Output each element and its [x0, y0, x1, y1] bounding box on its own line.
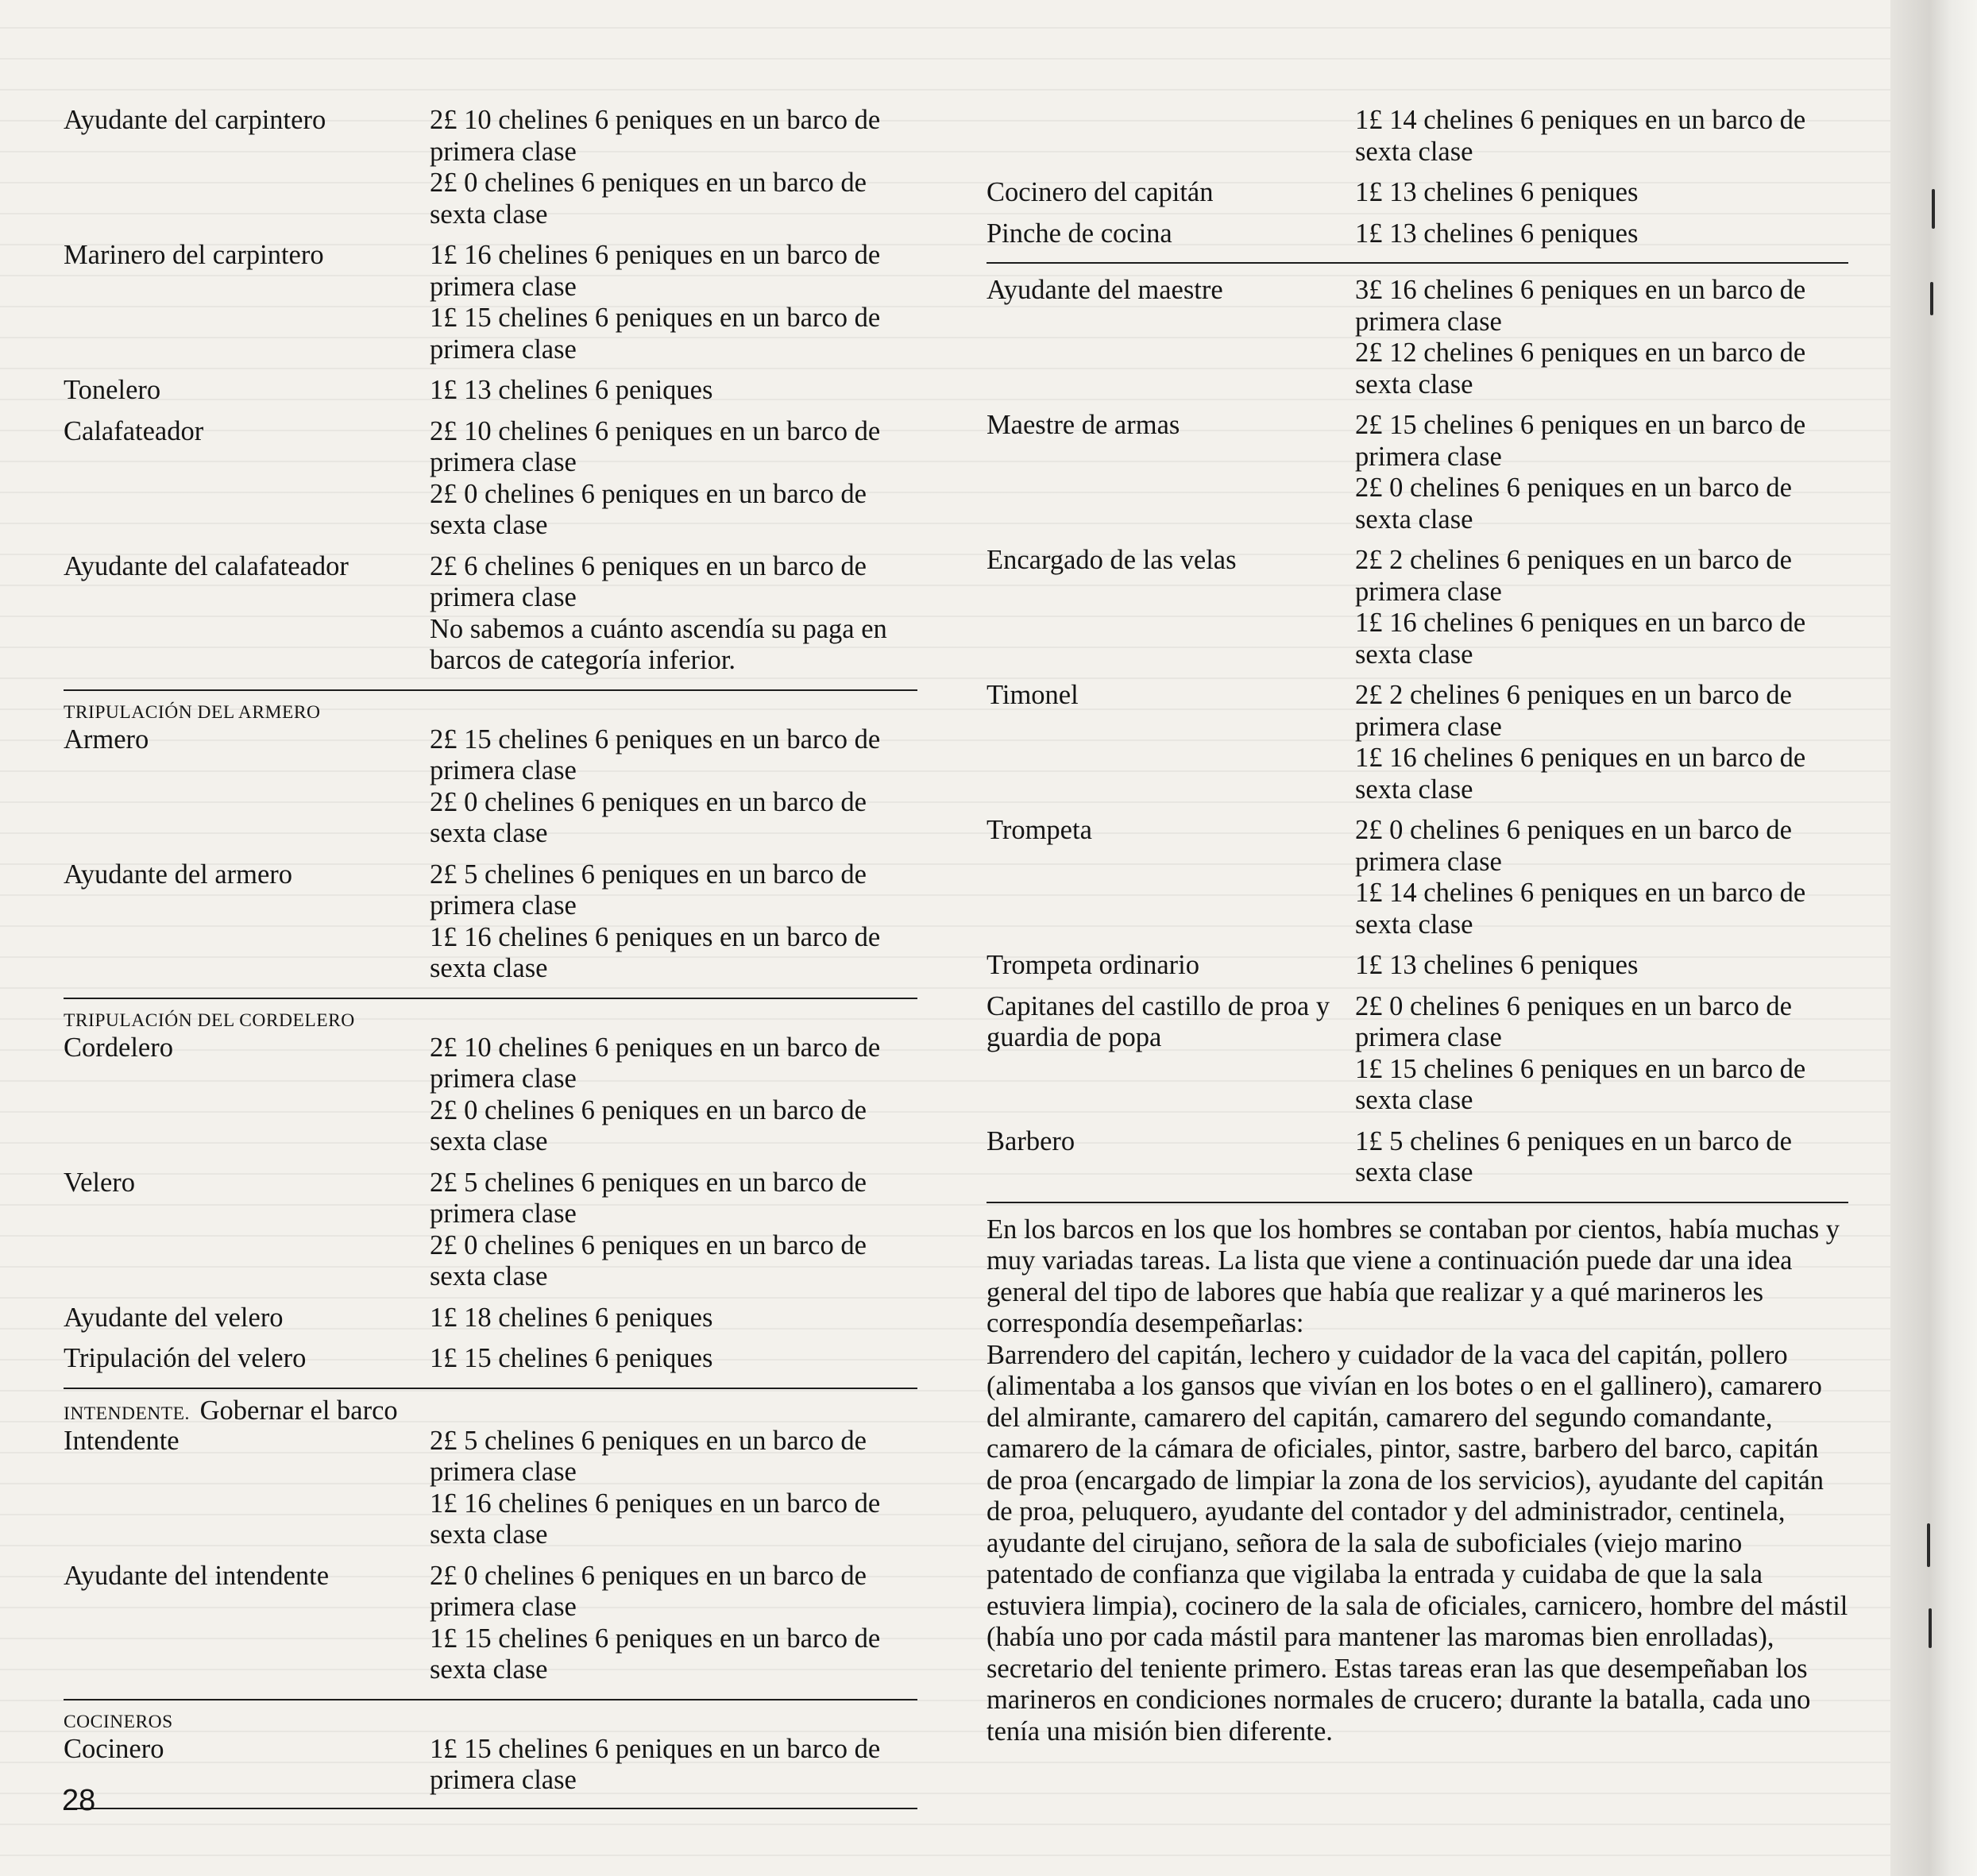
pay-entry [64, 1734, 917, 1797]
pay-list [430, 240, 917, 365]
pay-entry [64, 375, 917, 407]
pay-rate: 1£ 15 chelines 6 peniques en un barco de sexta clase [430, 1623, 881, 1685]
pay-rate: No sabemos a cuánto ascendía su paga en barcos de categoría inferior. [430, 613, 887, 675]
pay-entry [987, 177, 1848, 209]
role-name: Encargado de las velas [987, 545, 1237, 575]
entry-list [64, 724, 917, 985]
pay-entry [64, 1426, 917, 1551]
staple-mark [1929, 1608, 1932, 1648]
entry-spacer [64, 407, 917, 416]
staple-mark [1932, 189, 1935, 229]
section-heading [64, 1395, 917, 1426]
pay-rate: 1£ 16 chelines 6 peniques en un barco de sexta clase [430, 1488, 881, 1550]
pay-list [1355, 815, 1848, 940]
pay-list [1355, 177, 1848, 209]
role-name: Cocinero [64, 1733, 164, 1764]
role-name: Ayudante del calafateador [64, 550, 349, 581]
pay-rate: 2£ 15 chelines 6 peniques en un barco de primera clase [1355, 410, 1806, 472]
role-name: Cocinero del capitán [987, 177, 1214, 207]
role-name: Tonelero [64, 375, 161, 405]
entry-spacer [987, 400, 1848, 410]
pay-entry [987, 105, 1848, 168]
section-heading-subtitle: Gobernar el barco [199, 1395, 398, 1426]
pay-entry [987, 815, 1848, 940]
role-name: Ayudante del carpintero [64, 105, 326, 135]
tasks-paragraph: Barrendero del capitán, lechero y cuidador de la vaca del capitán, pollero (alimentaba a los gansos que vivían en los botes o en el gallinero), camarero del almirante, camarero del capitán, camarero del segundo comandante, camarero de la cámara de oficiales, pintor, sastre, barbero del barco, capitán de proa (encargado de limpiar la zona de los servicios), ayudante del capitán de proa, peluquero, ayudante del contador y del administrador, centinela, ayudante del cirujano, señora de la sala de suboficiales (viejo marino patentado de confianza que vigilaba la entrada y cuidaba de que la sala estuviera limpia), cocinero de la sala de oficiales, carnicero, hombre del mástil (había uno por cada mástil para mantener las maromas bien enrolladas), secretario del teniente primero. Estas tareas eran las que desempeñaban los marineros en condiciones normales de crucero; durante la batalla, cada uno tenía una misión bien diferente. [987, 1339, 1848, 1747]
entry-spacer [64, 850, 917, 859]
entry-list [64, 1734, 917, 1797]
section-heading: TRIPULACIÓN DEL ARMERO [64, 701, 321, 723]
role-name: Tripulación del velero [64, 1343, 307, 1373]
pay-entry [987, 1126, 1848, 1189]
pay-rate: 2£ 10 chelines 6 peniques en un barco de primera clase [430, 415, 881, 477]
pay-entry [64, 416, 917, 542]
staple-mark [1927, 1523, 1930, 1567]
pay-rate: 2£ 0 chelines 6 peniques en un barco de sexta clase [430, 786, 867, 848]
pay-list [1355, 410, 1848, 535]
role-name [987, 105, 1355, 168]
pay-rate: 1£ 16 chelines 6 peniques en un barco de sexta clase [1355, 608, 1806, 670]
pay-rate: 1£ 16 chelines 6 peniques en un barco de sexta clase [1355, 743, 1806, 805]
pay-list [430, 1426, 917, 1551]
pay-rate: 2£ 0 chelines 6 peniques en un barco de sexta clase [430, 168, 867, 230]
pay-rate: 1£ 13 chelines 6 peniques [1355, 218, 1639, 249]
pay-rate: 2£ 0 chelines 6 peniques en un barco de sexta clase [430, 1094, 867, 1156]
pay-rate: 2£ 6 chelines 6 peniques en un barco de primera clase [430, 550, 867, 612]
role-name: Calafateador [64, 415, 204, 446]
pay-rate: 2£ 0 chelines 6 peniques en un barco de sexta clase [1355, 473, 1792, 535]
pay-entry [64, 551, 917, 677]
entry-spacer [64, 1551, 917, 1561]
entry-spacer [987, 209, 1848, 218]
entry-spacer [987, 940, 1848, 950]
entry-spacer [64, 230, 917, 240]
entry-list [64, 1426, 917, 1686]
left-column [64, 105, 917, 1809]
pay-entry [64, 105, 917, 230]
right-column [987, 105, 1848, 1747]
pay-list [430, 859, 917, 985]
pay-list [430, 1343, 917, 1375]
pay-list [430, 416, 917, 542]
section-carpintero [64, 105, 917, 677]
pay-list [430, 1303, 917, 1334]
role-name: Timonel [987, 680, 1079, 710]
role-name: Cordelero [64, 1032, 173, 1063]
role-name: Armero [64, 724, 149, 755]
entry-spacer [64, 1293, 917, 1303]
entry-spacer [64, 1334, 917, 1343]
pay-rate: 1£ 15 chelines 6 peniques en un barco de sexta clase [1355, 1053, 1806, 1115]
pay-entry [987, 275, 1848, 400]
pay-list [1355, 1126, 1848, 1189]
pay-list [1355, 218, 1848, 250]
intro-paragraph: En los barcos en los que los hombres se contaban por cientos, había muchas y muy variadas tareas. La lista que viene a continuación puede dar una idea general del tipo de labores que había que realizar y a qué marineros les correspondía desempeñarlas: [987, 1214, 1840, 1338]
staple-mark [1930, 282, 1933, 315]
pay-rate: 2£ 0 chelines 6 peniques en un barco de primera clase [430, 1560, 867, 1622]
role-name: Maestre de armas [987, 410, 1180, 440]
pay-entry [64, 240, 917, 365]
entry-spacer [64, 542, 917, 551]
pay-rate: 3£ 16 chelines 6 peniques en un barco de primera clase [1355, 275, 1806, 337]
section-intendente [64, 1388, 917, 1686]
pay-entry [987, 410, 1848, 535]
pay-list [430, 105, 917, 230]
pay-list [430, 724, 917, 850]
role-name: Trompeta [987, 815, 1092, 845]
pay-rate: 1£ 16 chelines 6 peniques en un barco de sexta clase [430, 921, 881, 983]
role-name: Pinche de cocina [987, 218, 1172, 249]
pay-rate: 1£ 13 chelines 6 peniques [1355, 950, 1639, 980]
entry-spacer [987, 805, 1848, 815]
pay-entry [64, 1033, 917, 1158]
pay-list [430, 1734, 917, 1797]
pay-rate: 2£ 0 chelines 6 peniques en un barco de sexta clase [430, 1229, 867, 1291]
section-cordelero [64, 998, 917, 1375]
section-heading: TRIPULACIÓN DEL CORDELERO [64, 1009, 355, 1031]
pay-rate: 2£ 5 chelines 6 peniques en un barco de primera clase [430, 1167, 867, 1229]
pay-rate: 2£ 10 chelines 6 peniques en un barco de primera clase [430, 1032, 881, 1094]
pay-rate: 1£ 13 chelines 6 peniques [1355, 177, 1639, 207]
pay-rate: 2£ 0 chelines 6 peniques en un barco de sexta clase [430, 478, 867, 540]
role-name: Ayudante del maestre [987, 275, 1223, 305]
pay-rate: 1£ 15 chelines 6 peniques en un barco de primera clase [430, 1733, 881, 1795]
pay-rate: 2£ 12 chelines 6 peniques en un barco de sexta clase [1355, 338, 1806, 400]
pay-rate: 1£ 15 chelines 6 peniques en un barco de primera clase [430, 303, 881, 365]
pay-list [1355, 991, 1848, 1117]
page-number: 28 [62, 1784, 96, 1817]
entry-spacer [64, 1158, 917, 1168]
pay-list [1355, 105, 1848, 168]
section-cocineros [64, 1699, 917, 1797]
pay-rate: 2£ 10 chelines 6 peniques en un barco de primera clase [430, 105, 881, 167]
pay-rate: 2£ 2 chelines 6 peniques en un barco de primera clase [1355, 680, 1792, 742]
section-heading: COCINEROS [64, 1711, 173, 1732]
pay-rate: 2£ 0 chelines 6 peniques en un barco de primera clase [1355, 990, 1792, 1052]
pay-rate: 1£ 5 chelines 6 peniques en un barco de sexta clase [1355, 1125, 1792, 1187]
pay-entry [64, 1561, 917, 1686]
pay-rate: 1£ 14 chelines 6 peniques en un barco de sexta clase [1355, 878, 1806, 940]
entry-spacer [64, 365, 917, 375]
section-maestre [987, 262, 1848, 1189]
pay-entry [64, 1343, 917, 1375]
role-name: Ayudante del armero [64, 859, 293, 890]
entry-list [987, 275, 1848, 1189]
entry-spacer [987, 1117, 1848, 1126]
pay-entry [64, 1168, 917, 1293]
role-name: Marinero del carpintero [64, 240, 324, 270]
entry-spacer [987, 982, 1848, 991]
page-gutter [1890, 0, 1977, 1876]
pay-entry [987, 680, 1848, 805]
pay-list [1355, 680, 1848, 805]
section-heading-label: INTENDENTE. [64, 1403, 190, 1424]
pay-list [430, 1561, 917, 1686]
section-tareas [987, 1202, 1848, 1748]
section-cocina-cont [987, 105, 1848, 249]
pay-list [430, 551, 917, 677]
section-armero [64, 689, 917, 985]
pay-rate: 1£ 18 chelines 6 peniques [430, 1302, 713, 1333]
pay-entry [987, 950, 1848, 982]
role-name: Capitanes del castillo de proa y guardia de popa [987, 990, 1330, 1052]
role-name: Trompeta ordinario [987, 950, 1199, 980]
entry-list [64, 1033, 917, 1375]
divider [64, 1808, 917, 1809]
role-name: Ayudante del velero [64, 1302, 284, 1333]
pay-rate: 2£ 0 chelines 6 peniques en un barco de primera clase [1355, 815, 1792, 877]
pay-entry [987, 991, 1848, 1117]
pay-entry [64, 1303, 917, 1334]
pay-list [1355, 545, 1848, 670]
pay-rate: 2£ 15 chelines 6 peniques en un barco de primera clase [430, 724, 881, 786]
pay-list [430, 1168, 917, 1293]
pay-entry [987, 545, 1848, 670]
entry-spacer [987, 670, 1848, 680]
pay-rate: 2£ 5 chelines 6 peniques en un barco de primera clase [430, 859, 867, 921]
pay-rate: 1£ 13 chelines 6 peniques [430, 375, 713, 405]
role-name: Barbero [987, 1125, 1075, 1156]
pay-rate: 1£ 15 chelines 6 peniques [430, 1343, 713, 1373]
pay-entry [64, 859, 917, 985]
pay-rate: 1£ 16 chelines 6 peniques en un barco de primera clase [430, 240, 881, 302]
pay-list [1355, 275, 1848, 400]
pay-list [1355, 950, 1848, 982]
entry-spacer [987, 168, 1848, 177]
pay-list [430, 1033, 917, 1158]
pay-rate: 2£ 5 chelines 6 peniques en un barco de primera clase [430, 1425, 867, 1487]
role-name: Intendente [64, 1425, 180, 1456]
pay-entry [64, 724, 917, 850]
pay-entry [987, 218, 1848, 250]
entry-spacer [987, 535, 1848, 545]
pay-list [430, 375, 917, 407]
pay-rate: 2£ 2 chelines 6 peniques en un barco de primera clase [1355, 545, 1792, 607]
pay-rate: 1£ 14 chelines 6 peniques en un barco de sexta clase [1355, 105, 1806, 167]
role-name: Velero [64, 1167, 136, 1198]
role-name: Ayudante del intendente [64, 1560, 330, 1591]
